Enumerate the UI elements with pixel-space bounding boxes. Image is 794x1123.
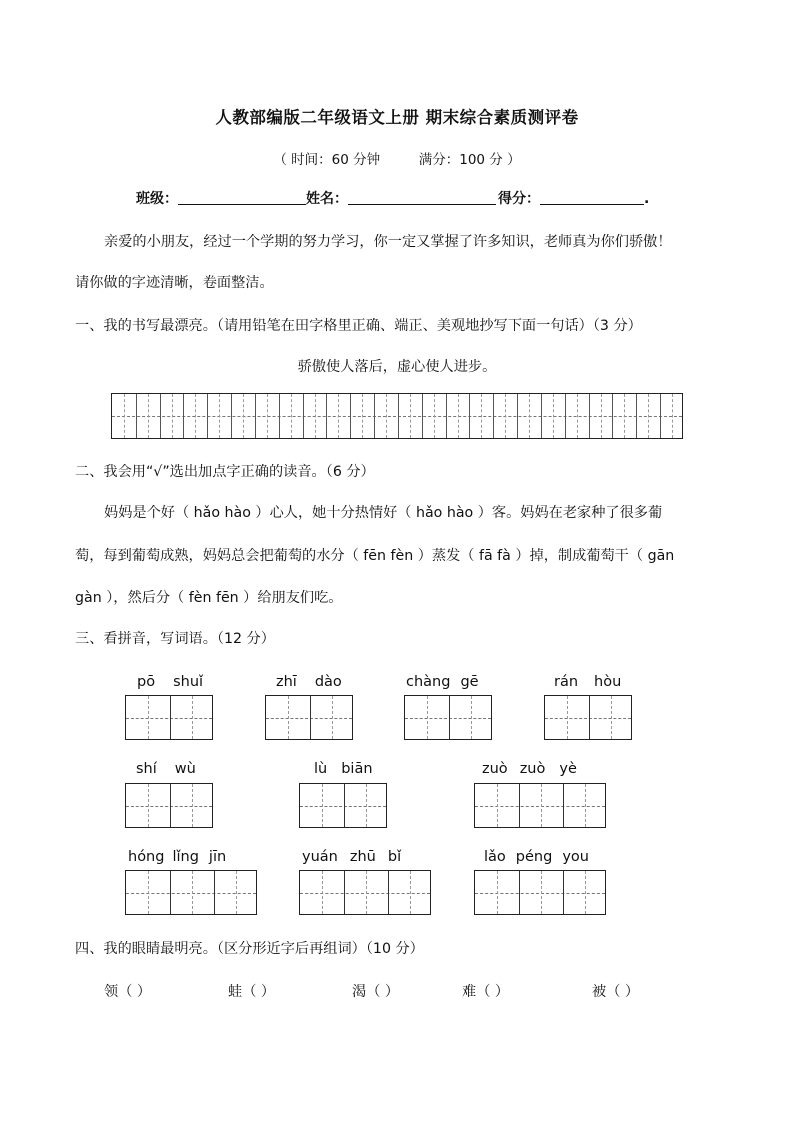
- class-label: 班级：: [136, 191, 178, 207]
- grid-dash: [267, 394, 268, 438]
- grid-dash: [386, 394, 387, 438]
- pinyin-syllable: zhū: [349, 849, 376, 865]
- box-dash: [322, 784, 323, 827]
- word-writing-box[interactable]: [299, 870, 431, 915]
- pinyin-syllable: hóng: [128, 849, 165, 865]
- box-separator: [344, 784, 345, 827]
- section-1-heading: 一、我的书写最漂亮。（请用铅笔在田字格里正确、端正、美观地抄写下面一句话）（3 分）: [75, 318, 642, 334]
- time-label: （ 时间：60 分钟: [273, 152, 381, 168]
- box-midline: [266, 718, 352, 719]
- grid-dash: [195, 394, 196, 438]
- box-dash: [471, 696, 472, 739]
- box-midline: [126, 718, 212, 719]
- box-separator: [170, 696, 171, 739]
- grid-dash: [338, 394, 339, 438]
- char-item[interactable]: 被（ ）: [592, 984, 640, 1000]
- pinyin-label: [276, 674, 342, 690]
- pinyin-syllable: you: [562, 849, 589, 865]
- grid-dash: [434, 394, 435, 438]
- box-dash: [192, 871, 193, 914]
- box-dash: [585, 871, 586, 914]
- pinyin-syllable: pō: [137, 674, 156, 690]
- word-writing-box[interactable]: [404, 695, 492, 740]
- grid-dash: [577, 394, 578, 438]
- box-separator: [170, 871, 171, 914]
- box-midline: [126, 806, 212, 807]
- box-dash: [497, 871, 498, 914]
- pinyin-syllable: lǐng: [172, 849, 199, 865]
- name-field[interactable]: [348, 190, 496, 205]
- pinyin-syllable: dào: [314, 674, 342, 690]
- box-separator: [449, 696, 450, 739]
- box-dash: [366, 871, 367, 914]
- pinyin-label: [128, 849, 226, 865]
- pinyin-syllable: péng: [515, 849, 553, 865]
- pinyin-syllable: yuán: [302, 849, 338, 865]
- box-dash: [585, 784, 586, 827]
- pinyin-syllable: lù: [314, 761, 328, 777]
- section-3-heading: 三、看拼音，写词语。（12 分）: [75, 631, 275, 647]
- pinyin-syllable: gē: [460, 674, 479, 690]
- pinyin-label: [482, 761, 577, 777]
- pinyin-syllable: shuǐ: [173, 674, 204, 690]
- pinyin-syllable: chàng: [406, 674, 451, 690]
- grid-dash: [172, 394, 173, 438]
- grid-dash: [624, 394, 625, 438]
- char-item[interactable]: 领（ ）: [104, 984, 152, 1000]
- grid-dash: [481, 394, 482, 438]
- pinyin-syllable: jīn: [208, 849, 227, 865]
- grid-dash: [601, 394, 602, 438]
- box-dash: [541, 871, 542, 914]
- writing-grid[interactable]: [111, 393, 683, 439]
- grid-dash: [672, 394, 673, 438]
- box-separator: [589, 696, 590, 739]
- full-score-label: 满分：100 分 ）: [418, 152, 521, 168]
- pinyin-syllable: zuò: [519, 761, 546, 777]
- pinyin-syllable: rán: [554, 674, 579, 690]
- box-dash: [611, 696, 612, 739]
- score-field[interactable]: [540, 190, 644, 205]
- box-separator: [170, 784, 171, 827]
- grid-dash: [529, 394, 530, 438]
- char-item[interactable]: 难（ ）: [462, 984, 510, 1000]
- char-item[interactable]: 渴（ ）: [352, 984, 400, 1000]
- pinyin-label: [136, 761, 196, 777]
- grid-dash: [410, 394, 411, 438]
- reading-line-1: 妈妈是个好（ hǎo hào ）心人，她十分热情好（ hǎo hào ）客。妈妈在老家种了很多葡: [104, 505, 663, 521]
- pinyin-syllable: shí: [136, 761, 157, 777]
- pinyin-label: [554, 674, 621, 690]
- grid-dash: [553, 394, 554, 438]
- pinyin-syllable: hòu: [594, 674, 622, 690]
- box-separator: [388, 871, 389, 914]
- box-midline: [405, 718, 491, 719]
- box-dash: [148, 871, 149, 914]
- box-dash: [192, 696, 193, 739]
- pinyin-label: [302, 849, 401, 865]
- grid-dash: [315, 394, 316, 438]
- char-item[interactable]: 蛙（ ）: [228, 984, 276, 1000]
- box-dash: [567, 696, 568, 739]
- box-dash: [236, 871, 237, 914]
- reading-line-2: 萄，每到葡萄成熟，妈妈总会把葡萄的水分（ fēn fèn ）蒸发（ fā fà ）掉，制成葡萄干（ gān: [75, 548, 675, 564]
- grid-dash: [243, 394, 244, 438]
- word-writing-box[interactable]: [544, 695, 632, 740]
- box-midline: [545, 718, 631, 719]
- score-label: 得分：: [498, 191, 540, 207]
- box-dash: [148, 696, 149, 739]
- pinyin-syllable: biān: [341, 761, 373, 777]
- pinyin-label: [137, 674, 203, 690]
- section-2-heading: 二、我会用“√”选出加点字正确的读音。（6 分）: [75, 464, 375, 480]
- box-dash: [427, 696, 428, 739]
- box-dash: [541, 784, 542, 827]
- grid-dash: [648, 394, 649, 438]
- pinyin-syllable: yè: [559, 761, 577, 777]
- box-separator: [519, 871, 520, 914]
- pinyin-syllable: bǐ: [387, 849, 402, 865]
- grid-dash: [148, 394, 149, 438]
- end-mark: .: [644, 191, 650, 207]
- word-writing-box[interactable]: [474, 870, 606, 915]
- box-separator: [519, 784, 520, 827]
- box-dash: [410, 871, 411, 914]
- box-separator: [563, 871, 564, 914]
- pinyin-syllable: lǎo: [484, 849, 506, 865]
- box-dash: [332, 696, 333, 739]
- section-4-heading: 四、我的眼睛最明亮。（区分形近字后再组词）（10 分）: [75, 941, 424, 957]
- intro-line-2: 请你做的字迹清晰，卷面整洁。: [75, 275, 274, 291]
- word-writing-box[interactable]: [474, 783, 606, 828]
- box-separator: [563, 784, 564, 827]
- box-dash: [148, 784, 149, 827]
- grid-dash: [458, 394, 459, 438]
- box-dash: [366, 784, 367, 827]
- box-dash: [192, 784, 193, 827]
- box-dash: [322, 871, 323, 914]
- pinyin-syllable: zuò: [482, 761, 508, 777]
- box-separator: [214, 871, 215, 914]
- box-separator: [310, 696, 311, 739]
- pinyin-syllable: wù: [174, 761, 196, 777]
- pinyin-label: [314, 761, 373, 777]
- reading-line-3: gàn ），然后分（ fèn fēn ）给朋友们吃。: [75, 590, 343, 606]
- grid-dash: [362, 394, 363, 438]
- word-writing-box[interactable]: [125, 695, 213, 740]
- page-title: 人教部编版二年级语文上册 期末综合素质测评卷: [215, 108, 579, 127]
- intro-line-1: 亲爱的小朋友，经过一个学期的努力学习，你一定又掌握了许多知识，老师真为你们骄傲！: [104, 234, 672, 250]
- exam-meta: [0, 148, 794, 168]
- box-separator: [344, 871, 345, 914]
- copy-sentence: 骄傲使人落后，虚心使人进步。: [297, 359, 497, 375]
- box-dash: [288, 696, 289, 739]
- class-field[interactable]: [178, 190, 306, 205]
- pinyin-syllable: zhī: [276, 674, 297, 690]
- word-writing-box[interactable]: [265, 695, 353, 740]
- grid-dash: [124, 394, 125, 438]
- pinyin-label: [406, 674, 479, 690]
- word-writing-box[interactable]: [125, 783, 213, 828]
- box-midline: [300, 806, 386, 807]
- grid-dash: [291, 394, 292, 438]
- grid-dash: [505, 394, 506, 438]
- name-label: 姓名：: [306, 191, 348, 207]
- word-writing-box[interactable]: [299, 783, 387, 828]
- student-info-line: [136, 188, 736, 208]
- word-writing-box[interactable]: [125, 870, 257, 915]
- pinyin-label: [484, 849, 589, 865]
- box-dash: [497, 784, 498, 827]
- grid-dash: [219, 394, 220, 438]
